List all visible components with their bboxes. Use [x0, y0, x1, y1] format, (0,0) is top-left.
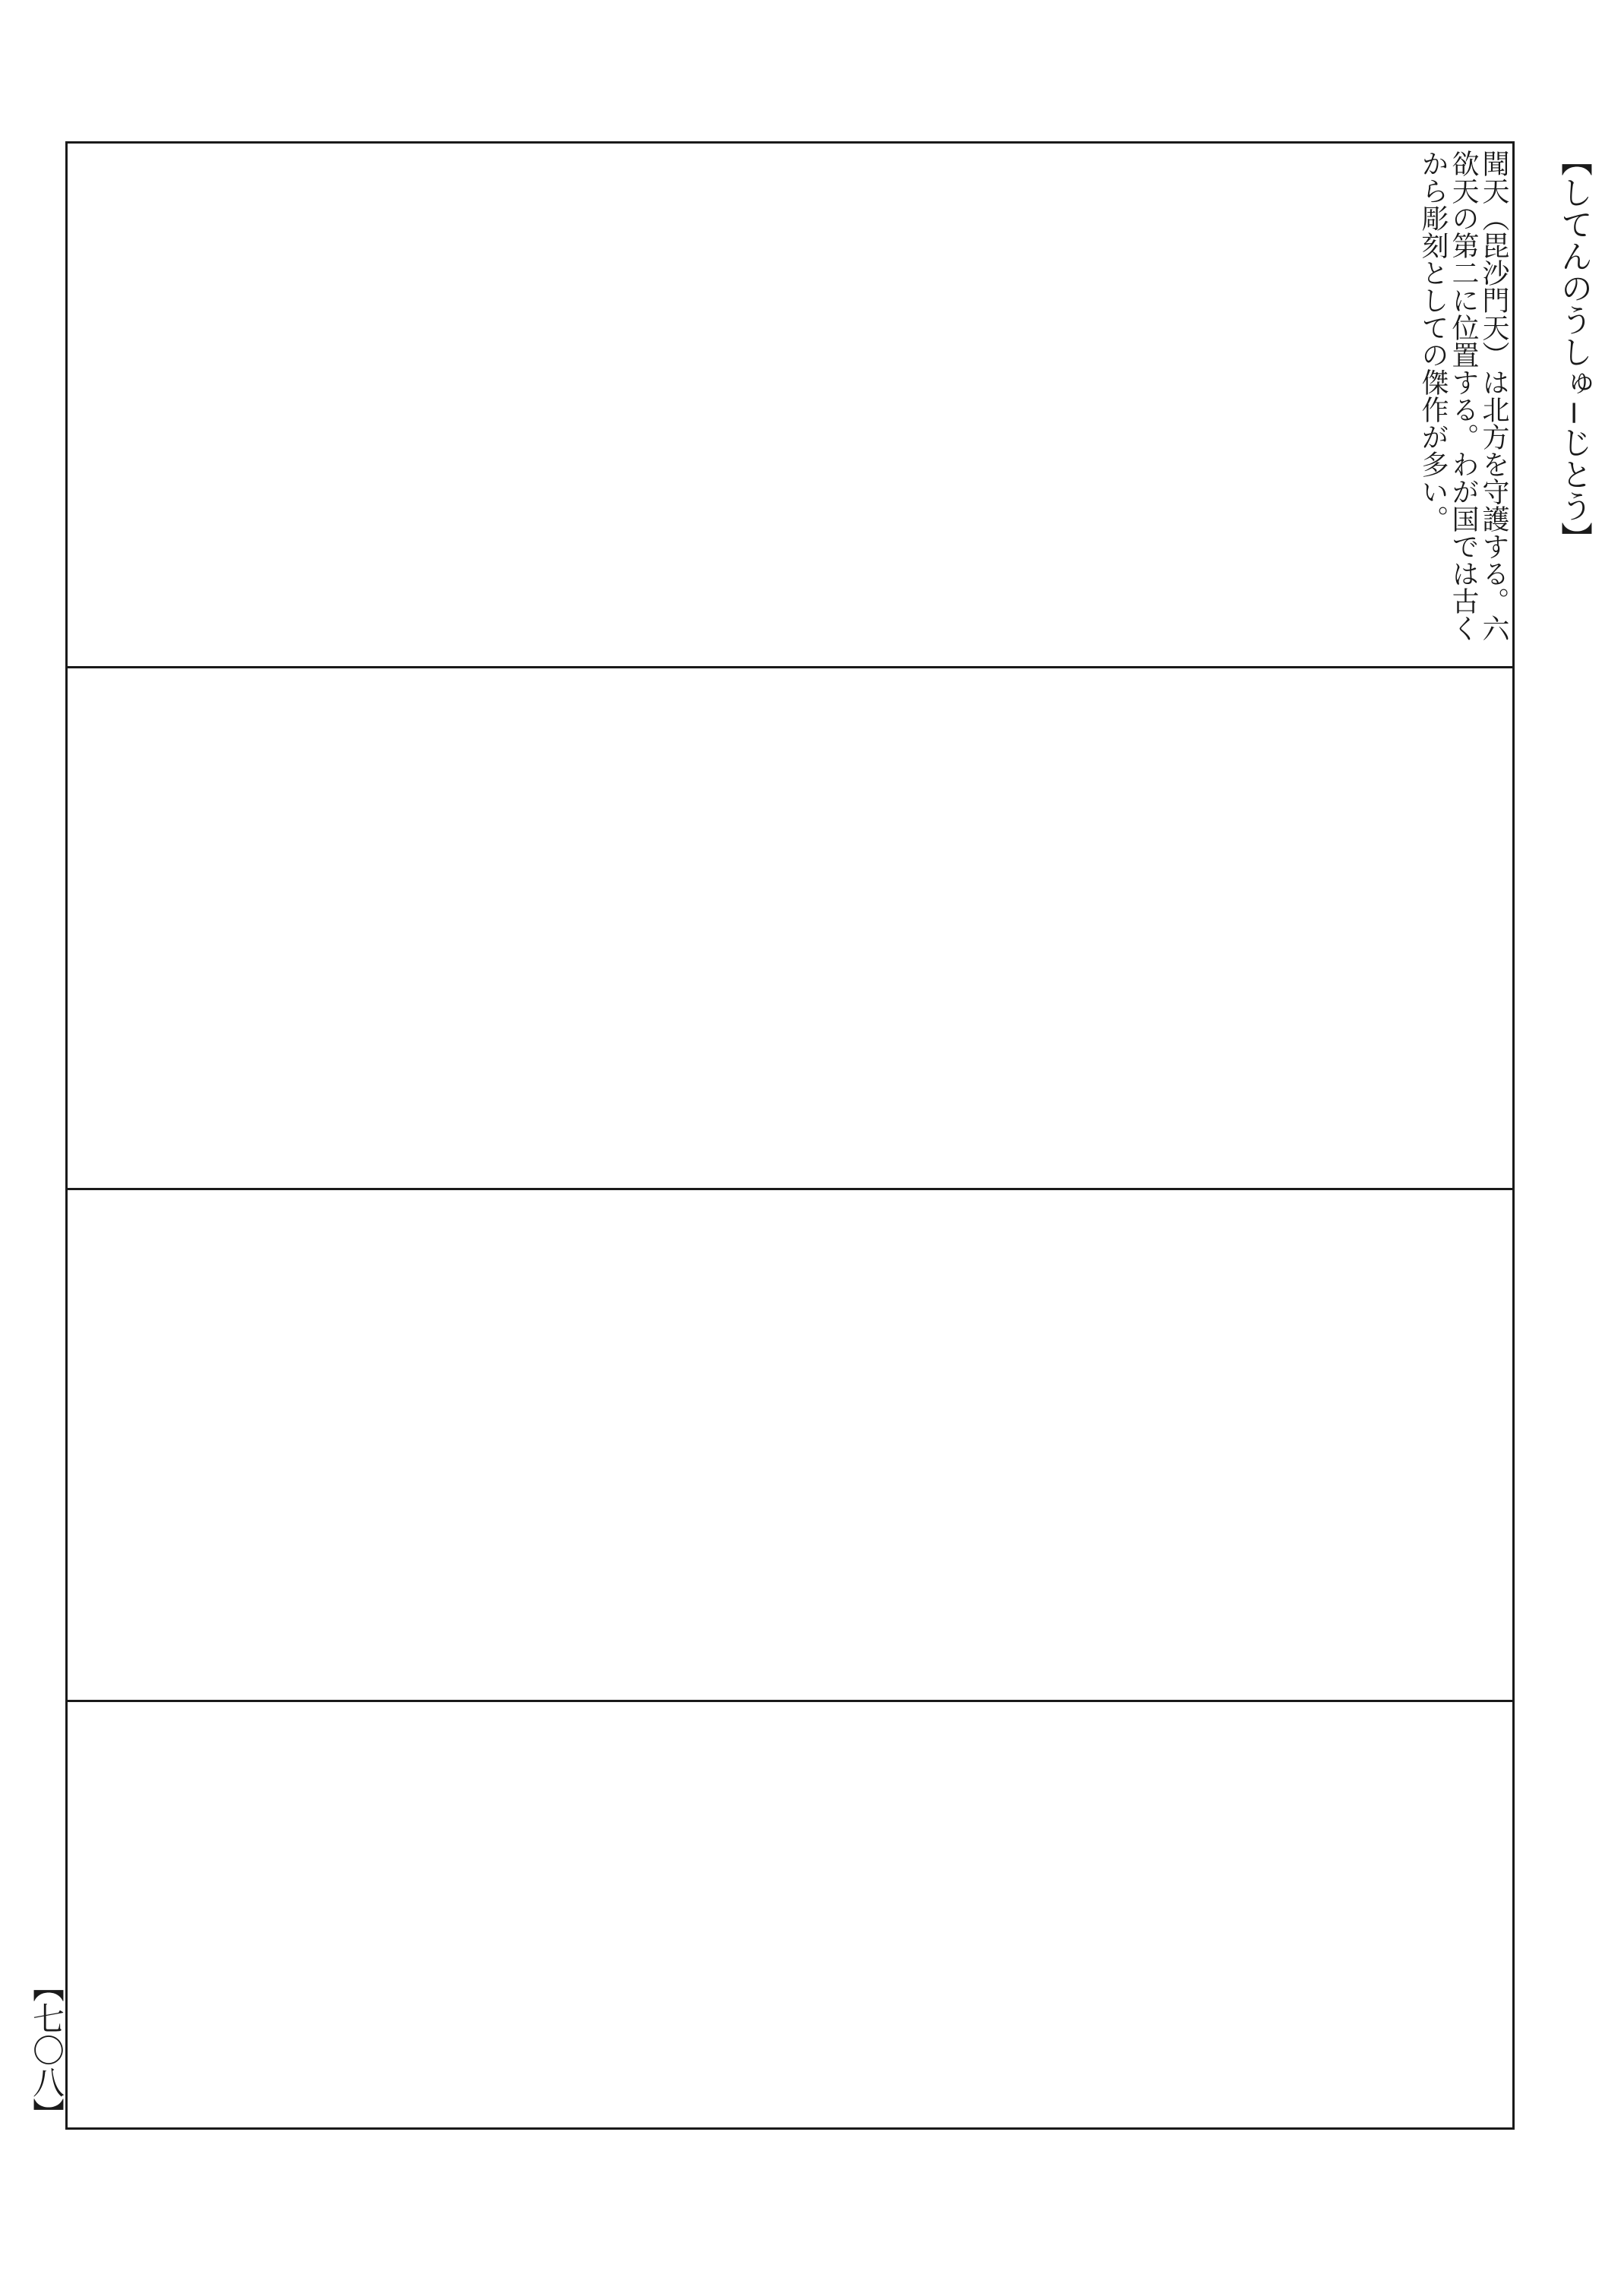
tier-1: [67, 144, 1513, 666]
text-column: [67, 1702, 1513, 2127]
page-number: 【七〇八】: [28, 1970, 65, 2130]
text-column: [67, 668, 1513, 1188]
entry-text: 聞天（毘沙門天）は北方を守護する。六欲天の第二に位置する。わが国では古くから彫刻としての傑作が多い。: [1417, 150, 1509, 642]
text-column: [67, 1190, 1513, 1700]
running-header: 【してんのうしゅ−じとう】: [1556, 144, 1594, 554]
text-column: [67, 144, 1513, 666]
tier-4: [67, 1702, 1513, 2127]
tier-2: [67, 668, 1513, 1188]
tier-3: [67, 1190, 1513, 1700]
